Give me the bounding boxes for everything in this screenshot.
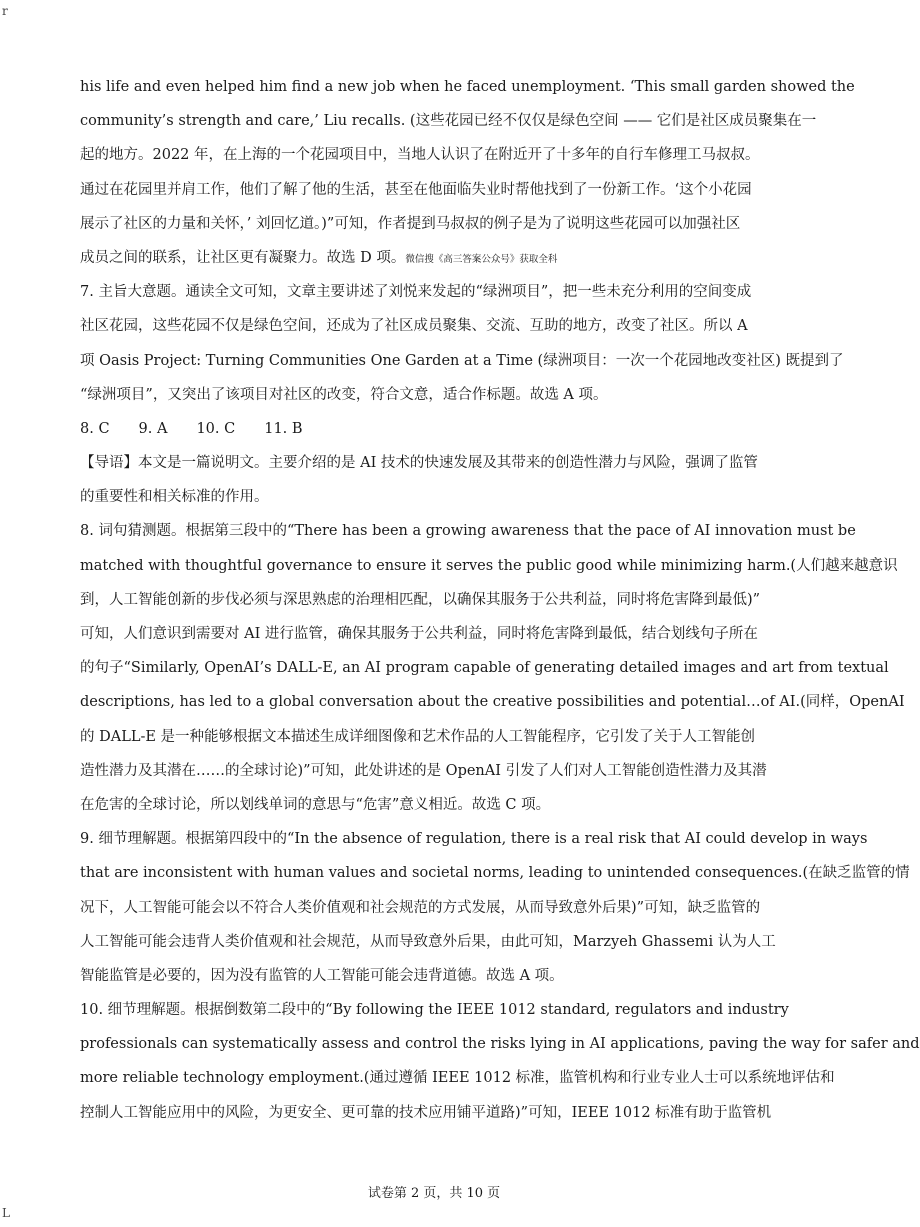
text-line: that are inconsistent with human values and societal norms, leading to unintended consequences.(在缺乏监管的情 (80, 865, 910, 882)
text-line: 况下，人工智能可能会以不符合人类价值观和社会规范的方式发展，从而导致意外后果)”可知，缺乏监管的 (80, 899, 761, 916)
text-line: 展示了社区的力量和关怀，’ 刘回忆道。)”可知，作者提到马叔叔的例子是为了说明这些花园可以加强社区 (80, 215, 741, 232)
corner-mark-bottom: L (2, 1206, 10, 1220)
text-line (80, 241, 794, 275)
text-line: 通过在花园里并肩工作，他们了解了他的生活，甚至在他面临失业时帮他找到了一份新工作。‘这个小花园 (80, 181, 752, 198)
answer-key-line: 8. C 9. A 10. C 11. B (80, 420, 303, 437)
watermark-note: 微信搜《高三答案公众号》获取全科 (405, 253, 558, 265)
text-line: 的句子“Similarly, OpenAI’s DALL-E, an AI program capable of generating detailed images and art from textual (80, 660, 889, 677)
text-line-content: 成员之间的联系，让社区更有凝聚力。故选 D 项。 (80, 249, 406, 266)
text-line: “绿洲项目”，又突出了该项目对社区的改变，符合文意，适合作标题。故选 A 项。 (80, 386, 608, 403)
text-line: 造性潜力及其潜在……的全球讨论)”可知，此处讲述的是 OpenAI 引发了人们对人工智能创造性潜力及其潜 (80, 762, 767, 779)
text-line: descriptions, has led to a global conversation about the creative possibilities and potential…of AI.(同样，OpenAI (80, 694, 905, 711)
text-line: 8. 词句猜测题。根据第三段中的“There has been a growing awareness that the pace of AI innovation must be (80, 523, 856, 540)
text-line: 到，人工智能创新的步伐必须与深思熟虑的治理相匹配，以确保其服务于公共利益，同时将危害降到最低)” (80, 591, 761, 608)
corner-mark-top: r (2, 4, 8, 18)
text-line: 智能监管是必要的，因为没有监管的人工智能可能会违背道德。故选 A 项。 (80, 967, 564, 984)
text-line: his life and even helped him find a new job when he faced unemployment. ‘This small garden showed the (80, 79, 855, 95)
text-line: 项 Oasis Project: Turning Communities One Garden at a Time (绿洲项目：一次一个花园地改变社区) 既提到了 (80, 352, 844, 369)
page-footer: 试卷第 2 页，共 10 页 (367, 1186, 501, 1201)
answer-text (80, 70, 920, 1130)
text-line: more reliable technology employment.(通过遵循 IEEE 1012 标准，监管机构和行业专业人士可以系统地评估和 (80, 1070, 835, 1087)
text-line: community’s strength and care,’ Liu recalls. (这些花园已经不仅仅是绿色空间 —— 它们是社区成员聚集在一 (80, 113, 817, 130)
text-line: 【导语】本文是一篇说明文。主要介绍的是 AI 技术的快速发展及其带来的创造性潜力与风险，强调了监管 (80, 455, 758, 472)
text-line: 在危害的全球讨论，所以划线单词的意思与“危害”意义相近。故选 C 项。 (80, 796, 551, 813)
text-line: 9. 细节理解题。根据第四段中的“In the absence of regulation, there is a real risk that AI could develop in ways (80, 831, 868, 848)
text-line: 控制人工智能应用中的风险，为更安全、更可靠的技术应用铺平道路)”可知，IEEE 1012 标准有助于监管机 (80, 1104, 772, 1121)
text-line: 的重要性和相关标准的作用。 (80, 489, 269, 506)
text-line: professionals can systematically assess and control the risks lying in AI applications, paving the way for safer and (80, 1036, 920, 1053)
text-line: 10. 细节理解题。根据倒数第二段中的“By following the IEEE 1012 standard, regulators and industry (80, 1002, 789, 1019)
text-line: 可知，人们意识到需要对 AI 进行监管，确保其服务于公共利益，同时将危害降到最低，结合划线句子所在 (80, 626, 758, 642)
text-line: matched with thoughtful governance to ensure it serves the public good while minimizing harm.(人们越来越意识 (80, 557, 898, 574)
text-line: 人工智能可能会违背人类价值观和社会规范，从而导致意外后果，由此可知，Marzyeh Ghassemi 认为人工 (80, 933, 776, 950)
text-line: 社区花园，这些花园不仅是绿色空间，还成为了社区成员聚集、交流、互助的地方，改变了社区。所以 A (80, 318, 748, 335)
text-line: 的 DALL-E 是一种能够根据文本描述生成详细图像和艺术作品的人工智能程序，它引发了关于人工智能创 (80, 728, 756, 745)
text-line: 起的地方。2022 年，在上海的一个花园项目中，当地人认识了在附近开了十多年的自行车修理工马叔叔。 (80, 147, 760, 164)
text-line: 7. 主旨大意题。通读全文可知，文章主要讲述了刘悦来发起的“绿洲项目”，把一些未充分利用的空间变成 (80, 284, 752, 301)
